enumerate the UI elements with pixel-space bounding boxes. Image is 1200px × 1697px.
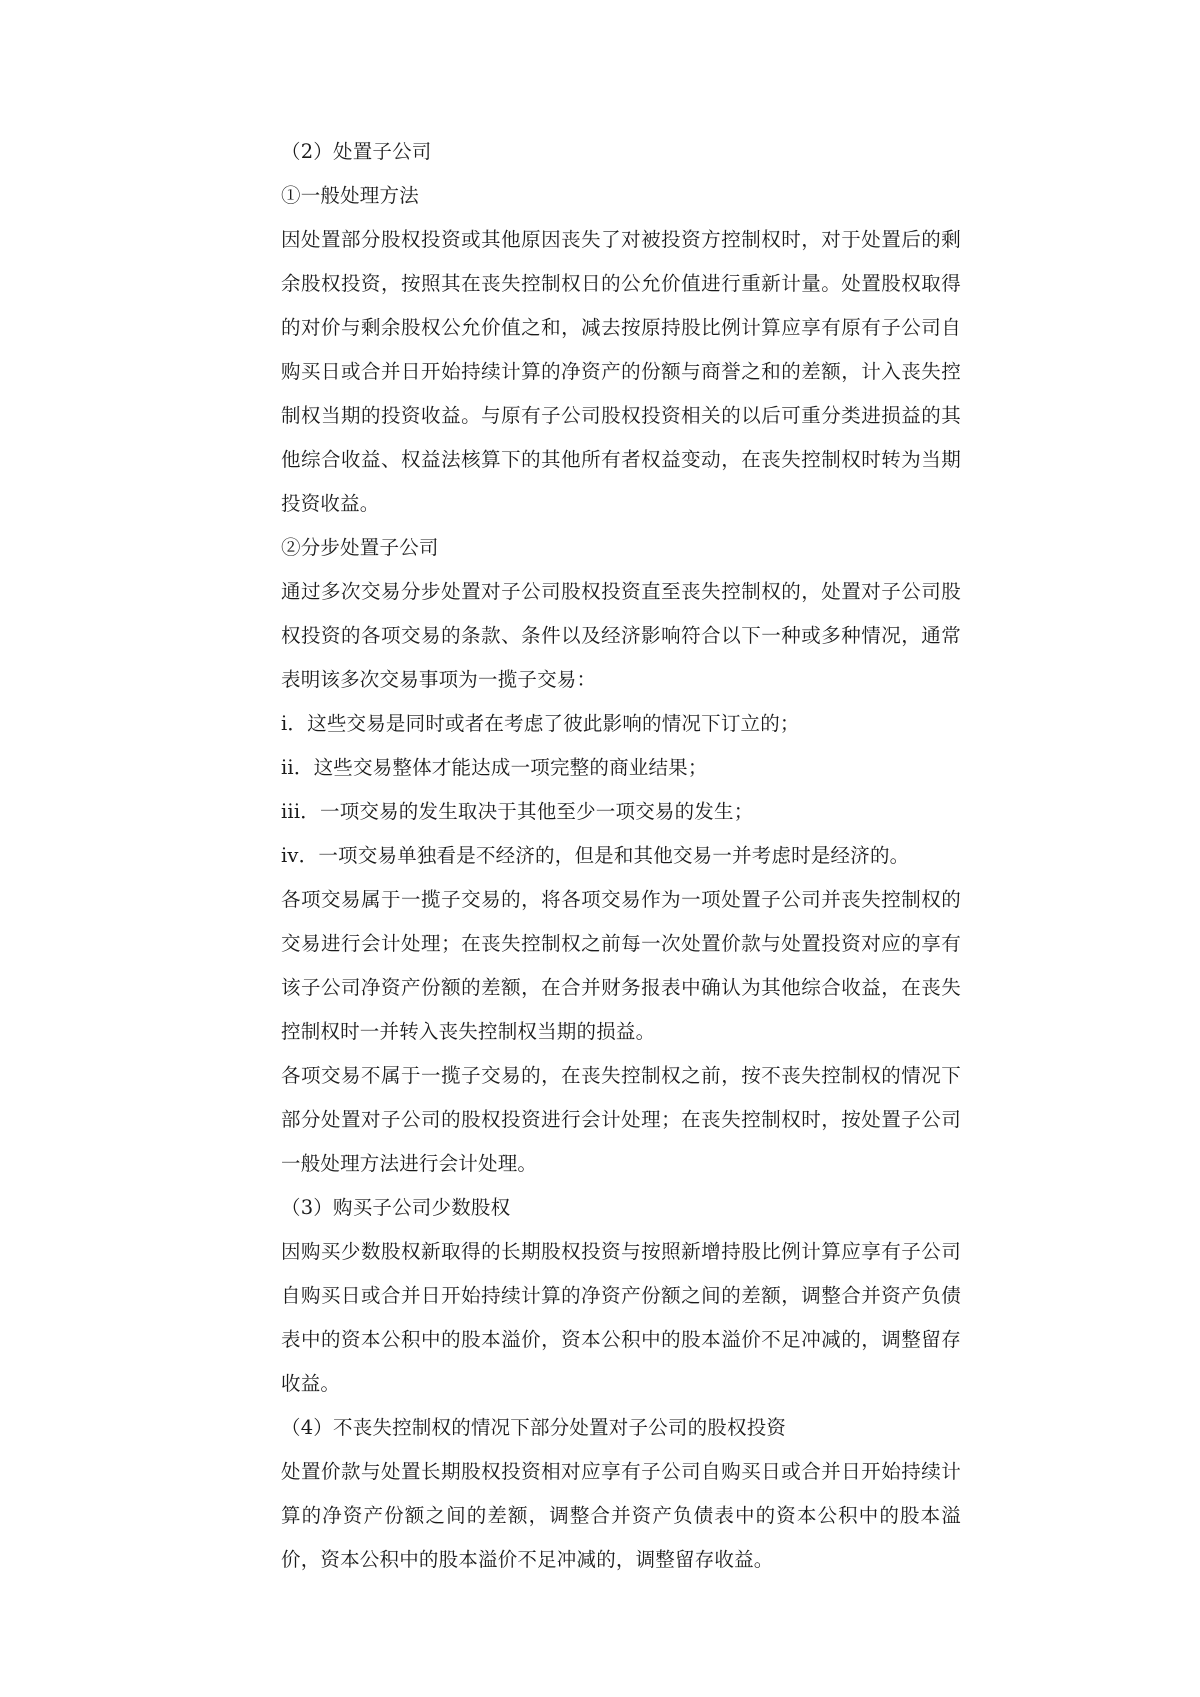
- list-item-ii: ii．这些交易整体才能达成一项完整的商业结果；: [281, 756, 708, 779]
- document-body: [281, 130, 961, 1582]
- paragraph-non-package-transaction: 各项交易不属于一揽子交易的，在丧失控制权之前，按不丧失控制权的情况下部分处置对子公司的股权投资进行会计处理；在丧失控制权时，按处置子公司一般处理方法进行会计处理。: [281, 1064, 961, 1175]
- subheading-general-method: ①一般处理方法: [281, 184, 419, 207]
- subheading-stepwise-disposal: ②分步处置子公司: [281, 536, 439, 559]
- section-heading-purchase-minority: （3）购买子公司少数股权: [281, 1196, 511, 1219]
- paragraph-general-method-body: 因处置部分股权投资或其他原因丧失了对被投资方控制权时，对于处置后的剩余股权投资，按照其在丧失控制权日的公允价值进行重新计量。处置股权取得的对价与剩余股权公允价值之和，减去按原持股比例计算应享有原有子公司自购买日或合并日开始持续计算的净资产的份额与商誉之和的差额，计入丧失控制权当期的投资收益。与原有子公司股权投资相关的以后可重分类进损益的其他综合收益、权益法核算下的其他所有者权益变动，在丧失控制权时转为当期投资收益。: [281, 228, 961, 515]
- section-heading-partial-disposal: （4）不丧失控制权的情况下部分处置对子公司的股权投资: [281, 1416, 787, 1439]
- list-item-iv: iv．一项交易单独看是不经济的，但是和其他交易一并考虑时是经济的。: [281, 844, 910, 867]
- paragraph-stepwise-intro: 通过多次交易分步处置对子公司股权投资直至丧失控制权的，处置对子公司股权投资的各项交易的条款、条件以及经济影响符合以下一种或多种情况，通常表明该多次交易事项为一揽子交易：: [281, 580, 961, 691]
- paragraph-partial-disposal-body: 处置价款与处置长期股权投资相对应享有子公司自购买日或合并日开始持续计算的净资产份额之间的差额，调整合并资产负债表中的资本公积中的股本溢价，资本公积中的股本溢价不足冲减的，调整留存收益。: [281, 1460, 961, 1571]
- paragraph-package-transaction: 各项交易属于一揽子交易的，将各项交易作为一项处置子公司并丧失控制权的交易进行会计处理；在丧失控制权之前每一次处置价款与处置投资对应的享有该子公司净资产份额的差额，在合并财务报表中确认为其他综合收益，在丧失控制权时一并转入丧失控制权当期的损益。: [281, 888, 961, 1043]
- list-item-iii: iii．一项交易的发生取决于其他至少一项交易的发生；: [281, 800, 754, 823]
- paragraph-purchase-minority-body: 因购买少数股权新取得的长期股权投资与按照新增持股比例计算应享有子公司自购买日或合并日开始持续计算的净资产份额之间的差额，调整合并资产负债表中的资本公积中的股本溢价，资本公积中的股本溢价不足冲减的，调整留存收益。: [281, 1240, 961, 1395]
- list-item-i: i．这些交易是同时或者在考虑了彼此影响的情况下订立的；: [281, 712, 800, 735]
- section-heading-dispose-subsidiary: （2）处置子公司: [281, 140, 432, 163]
